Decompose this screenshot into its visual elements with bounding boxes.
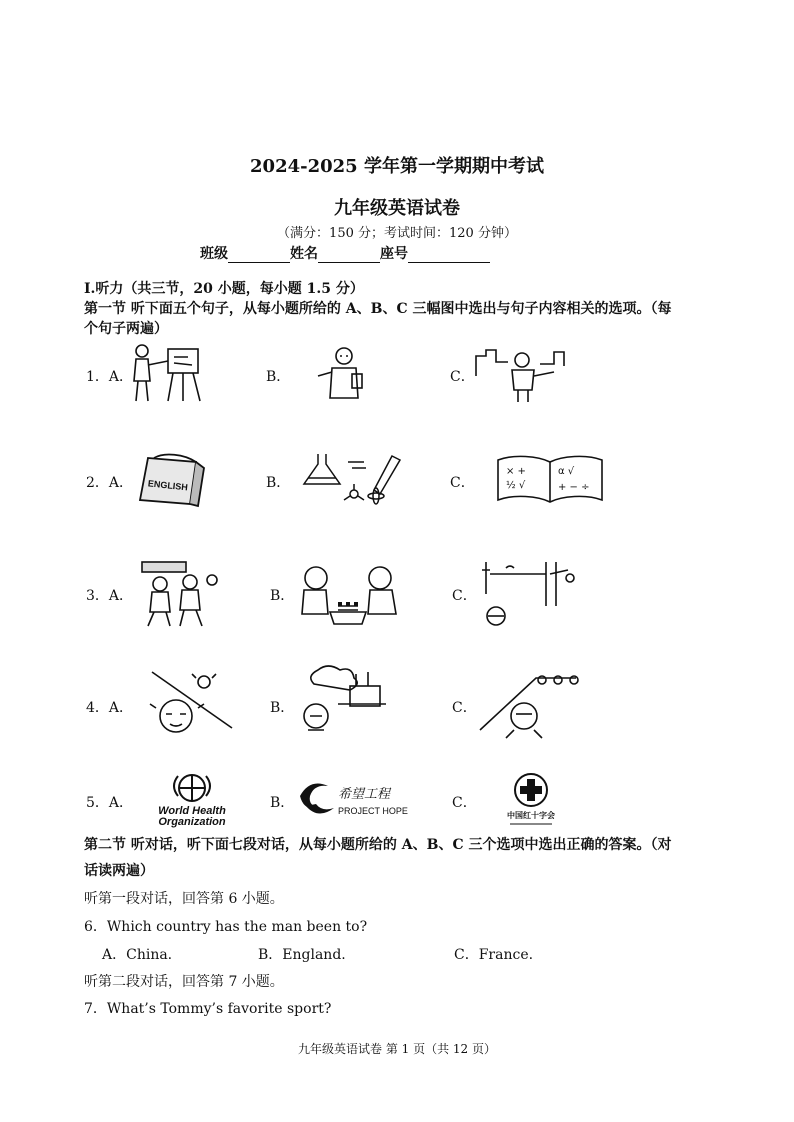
q1-picture-c-guide[interactable] (474, 346, 574, 404)
q2-picture-a-english-book[interactable] (134, 452, 210, 508)
q3-picture-a-kids-walking[interactable] (134, 560, 224, 630)
q5-picture-a-who-logo[interactable] (146, 772, 238, 828)
q4-picture-a-noise[interactable] (132, 668, 236, 740)
svg-text:α √: α √ (558, 466, 575, 477)
section1-instruction-1: 第一节 听下面五个句子，从每小题所给的 A、B、C 三幅图中选出与句子内容相关的选项。（每 (84, 301, 672, 317)
q1-picture-a-teacher-easel[interactable] (128, 343, 210, 403)
q2-picture-c-math-book[interactable] (494, 452, 606, 508)
q3-picture-c-birdwatching[interactable] (476, 560, 580, 630)
q2-label-c: C． (450, 475, 475, 491)
exam-info: （满分：150 分；考试时间：120 分钟） (277, 226, 517, 241)
q6-option-c[interactable]: C．France. (454, 947, 534, 963)
name-blank[interactable] (318, 248, 380, 263)
q5-picture-b-project-hope-logo[interactable] (296, 776, 408, 822)
q5-label-a: 5．A． (86, 795, 134, 811)
who-logo-text-2: Organization (158, 816, 226, 828)
project-hope-cn: 希望工程 (338, 787, 391, 802)
q5-picture-c-red-cross-logo[interactable] (504, 770, 558, 828)
q4-label-b: B． (270, 700, 295, 716)
class-blank[interactable] (228, 248, 290, 263)
part1-heading: Ⅰ.听力（共三节，20 小题，每小题 1.5 分） (84, 281, 364, 297)
svg-text:½ √: ½ √ (506, 480, 526, 491)
q4-label-a: 4．A． (86, 700, 134, 716)
question-6: 6．Which country has the man been to? (84, 919, 368, 935)
q1-label-b: B． (266, 369, 291, 385)
seat-blank[interactable] (408, 248, 490, 263)
dialog2-intro: 听第二段对话，回答第 7 小题。 (84, 974, 284, 990)
section1-instruction-2: 个句子两遍） (84, 321, 168, 337)
question-7: 7．What’s Tommy’s favorite sport? (84, 1001, 332, 1017)
exam-title: 2024-2025 学年第一学期期中考试 (250, 156, 544, 177)
svg-text:× +: × + (506, 466, 526, 477)
q5-label-b: B． (270, 795, 295, 811)
q6-option-a[interactable]: A．China. (102, 947, 173, 963)
q1-picture-b-doctor[interactable] (314, 346, 374, 402)
q1-label-a: 1．A． (86, 369, 134, 385)
q2-label-a: 2．A． (86, 475, 134, 491)
section2-instruction-1: 第二节 听对话，听下面七段对话，从每小题所给的 A、B、C 三个选项中选出正确的答案。（对 (84, 837, 672, 853)
q1-label-c: C． (450, 369, 475, 385)
q3-label-a: 3．A． (86, 588, 134, 604)
q4-picture-b-factory-smoke[interactable] (294, 664, 392, 740)
q4-picture-c-sun[interactable] (476, 670, 582, 740)
dialog1-intro: 听第一段对话，回答第 6 小题。 (84, 891, 284, 907)
class-label: 班级 (200, 246, 228, 262)
q3-label-b: B． (270, 588, 295, 604)
svg-text:+ − ÷: + − ÷ (558, 482, 590, 493)
q3-label-c: C． (452, 588, 477, 604)
seat-label: 座号 (380, 246, 408, 262)
q2-label-b: B． (266, 475, 291, 491)
exam-subtitle: 九年级英语试卷 (334, 198, 460, 219)
student-info-row (200, 243, 490, 263)
q6-option-b[interactable]: B．England. (258, 947, 346, 963)
section2-instruction-2: 话读两遍） (84, 863, 154, 879)
q4-label-c: C． (452, 700, 477, 716)
project-hope-en: PROJECT HOPE (338, 806, 408, 816)
english-book-label: ENGLISH (147, 478, 189, 493)
who-logo-text-1: World Health (158, 805, 226, 817)
page-footer: 九年级英语试卷 第 1 页（共 12 页） (298, 1042, 496, 1056)
q5-label-c: C． (452, 795, 477, 811)
q2-picture-b-chemistry[interactable] (296, 450, 408, 506)
q3-picture-b-chess[interactable] (294, 562, 406, 628)
red-cross-cn: 中国红十字会 (507, 811, 555, 820)
name-label: 姓名 (290, 246, 318, 262)
